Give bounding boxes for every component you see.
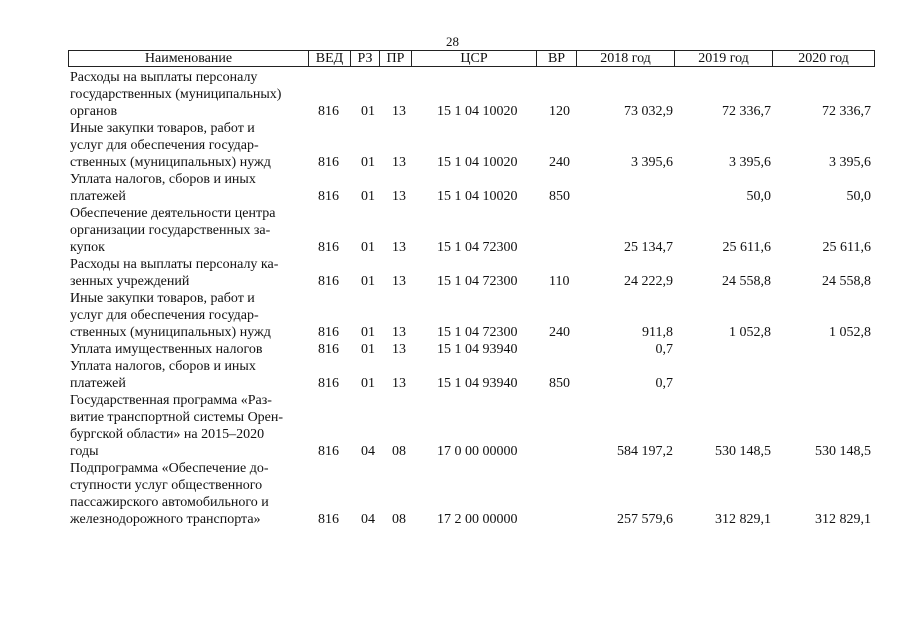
cell-vr: 110 [549, 274, 570, 289]
row-name [70, 341, 310, 358]
row-name-line: пассажирского автомобильного и [70, 495, 269, 510]
table-row [0, 341, 905, 358]
cell-csr: 17 0 00 00000 [437, 444, 518, 459]
cell-csr: 15 1 04 10020 [437, 155, 518, 170]
cell-rz: 01 [361, 274, 375, 289]
row-name-line: Уплата имущественных налогов [70, 342, 263, 357]
cell-y2019: 312 829,1 [715, 512, 771, 527]
cell-y2020: 50,0 [846, 189, 871, 204]
cell-csr: 15 1 04 72300 [437, 240, 518, 255]
row-name-line: Государственная программа «Раз- [70, 393, 272, 408]
row-name-line: железнодорожного транспорта» [70, 512, 261, 527]
cell-pr: 13 [392, 325, 406, 340]
row-name [70, 460, 310, 528]
cell-y2018: 0,7 [655, 342, 673, 357]
table-row [0, 171, 905, 205]
cell-rz: 01 [361, 189, 375, 204]
cell-rz: 04 [361, 512, 375, 527]
row-name-line: ственных (муниципальных) нужд [70, 325, 271, 340]
row-name-line: Расходы на выплаты персоналу ка- [70, 257, 279, 272]
table-row [0, 256, 905, 290]
cell-y2019: 72 336,7 [722, 104, 771, 119]
cell-ved: 816 [318, 444, 339, 459]
table-header [68, 50, 875, 67]
row-name [70, 290, 310, 341]
row-name-line: платежей [70, 189, 126, 204]
row-name-line: зенных учреждений [70, 274, 190, 289]
header-name: Наименование [69, 51, 309, 66]
cell-pr: 13 [392, 189, 406, 204]
table-row [0, 392, 905, 460]
row-name-line: услуг для обеспечения государ- [70, 138, 259, 153]
header-ved: ВЕД [309, 51, 351, 66]
cell-ved: 816 [318, 189, 339, 204]
table-row [0, 290, 905, 341]
cell-y2018: 911,8 [642, 325, 673, 340]
cell-csr: 15 1 04 93940 [437, 376, 518, 391]
cell-vr: 240 [549, 325, 570, 340]
table-row [0, 205, 905, 256]
table-row [0, 69, 905, 120]
cell-csr: 15 1 04 93940 [437, 342, 518, 357]
row-name-line: Иные закупки товаров, работ и [70, 121, 255, 136]
cell-rz: 04 [361, 444, 375, 459]
cell-csr: 15 1 04 72300 [437, 325, 518, 340]
cell-y2018: 25 134,7 [624, 240, 673, 255]
row-name-line: годы [70, 444, 99, 459]
row-name-line: Уплата налогов, сборов и иных [70, 359, 256, 374]
cell-y2019: 50,0 [746, 189, 771, 204]
header-pr: ПР [380, 51, 412, 66]
cell-y2019: 530 148,5 [715, 444, 771, 459]
cell-y2018: 73 032,9 [624, 104, 673, 119]
cell-rz: 01 [361, 342, 375, 357]
header-2020: 2020 год [798, 51, 849, 66]
cell-rz: 01 [361, 104, 375, 119]
cell-rz: 01 [361, 240, 375, 255]
row-name-line: Подпрограмма «Обеспечение до- [70, 461, 269, 476]
header-vr: ВР [537, 51, 577, 66]
cell-y2020: 25 611,6 [822, 240, 871, 255]
cell-pr: 13 [392, 155, 406, 170]
row-name-line: государственных (муниципальных) [70, 87, 282, 102]
header-rz: РЗ [351, 51, 380, 66]
cell-ved: 816 [318, 325, 339, 340]
row-name-line: Обеспечение деятельности центра [70, 206, 276, 221]
cell-ved: 816 [318, 274, 339, 289]
cell-ved: 816 [318, 155, 339, 170]
cell-pr: 13 [392, 342, 406, 357]
row-name [70, 358, 310, 392]
cell-pr: 08 [392, 512, 406, 527]
cell-y2020: 72 336,7 [822, 104, 871, 119]
row-name-line: ственных (муниципальных) нужд [70, 155, 271, 170]
cell-rz: 01 [361, 155, 375, 170]
cell-vr: 120 [549, 104, 570, 119]
cell-csr: 15 1 04 10020 [437, 104, 518, 119]
cell-y2018: 3 395,6 [631, 155, 673, 170]
cell-y2019: 24 558,8 [722, 274, 771, 289]
header-2019: 2019 год [675, 51, 773, 66]
row-name [70, 69, 310, 120]
cell-vr: 850 [549, 189, 570, 204]
row-name [70, 120, 310, 171]
row-name-line: Расходы на выплаты персоналу [70, 70, 258, 85]
row-name-line: услуг для обеспечения государ- [70, 308, 259, 323]
cell-ved: 816 [318, 376, 339, 391]
cell-y2018: 24 222,9 [624, 274, 673, 289]
cell-y2020: 530 148,5 [815, 444, 871, 459]
cell-vr: 240 [549, 155, 570, 170]
cell-y2018: 584 197,2 [617, 444, 673, 459]
row-name-line: витие транспортной системы Орен- [70, 410, 284, 425]
cell-pr: 13 [392, 240, 406, 255]
cell-y2018: 257 579,6 [617, 512, 673, 527]
row-name-line: купок [70, 240, 105, 255]
header-2018: 2018 год [577, 51, 675, 66]
cell-ved: 816 [318, 342, 339, 357]
table-body [0, 69, 905, 528]
row-name-line: организации государственных за- [70, 223, 271, 238]
row-name [70, 256, 310, 290]
cell-y2019: 25 611,6 [722, 240, 771, 255]
cell-y2020: 3 395,6 [829, 155, 871, 170]
cell-y2020: 1 052,8 [829, 325, 871, 340]
row-name-line: платежей [70, 376, 126, 391]
row-name [70, 205, 310, 256]
cell-ved: 816 [318, 104, 339, 119]
cell-csr: 17 2 00 00000 [437, 512, 518, 527]
table-row [0, 460, 905, 528]
cell-pr: 13 [392, 104, 406, 119]
row-name [70, 171, 310, 205]
cell-y2020: 312 829,1 [815, 512, 871, 527]
row-name-line: органов [70, 104, 118, 119]
header-csr: ЦСР [412, 51, 537, 66]
table-row [0, 120, 905, 171]
cell-y2019: 1 052,8 [729, 325, 771, 340]
row-name-line: Иные закупки товаров, работ и [70, 291, 255, 306]
row-name [70, 392, 310, 460]
cell-pr: 13 [392, 376, 406, 391]
cell-y2020: 24 558,8 [822, 274, 871, 289]
row-name-line: Уплата налогов, сборов и иных [70, 172, 256, 187]
cell-csr: 15 1 04 72300 [437, 274, 518, 289]
row-name-line: бургской области» на 2015–2020 [70, 427, 265, 442]
cell-pr: 08 [392, 444, 406, 459]
cell-ved: 816 [318, 240, 339, 255]
cell-csr: 15 1 04 10020 [437, 189, 518, 204]
cell-y2018: 0,7 [655, 376, 673, 391]
cell-pr: 13 [392, 274, 406, 289]
cell-ved: 816 [318, 512, 339, 527]
cell-y2019: 3 395,6 [729, 155, 771, 170]
row-name-line: ступности услуг общественного [70, 478, 263, 493]
cell-rz: 01 [361, 325, 375, 340]
cell-rz: 01 [361, 376, 375, 391]
page-number: 28 [446, 34, 459, 49]
table-row [0, 358, 905, 392]
cell-vr: 850 [549, 376, 570, 391]
